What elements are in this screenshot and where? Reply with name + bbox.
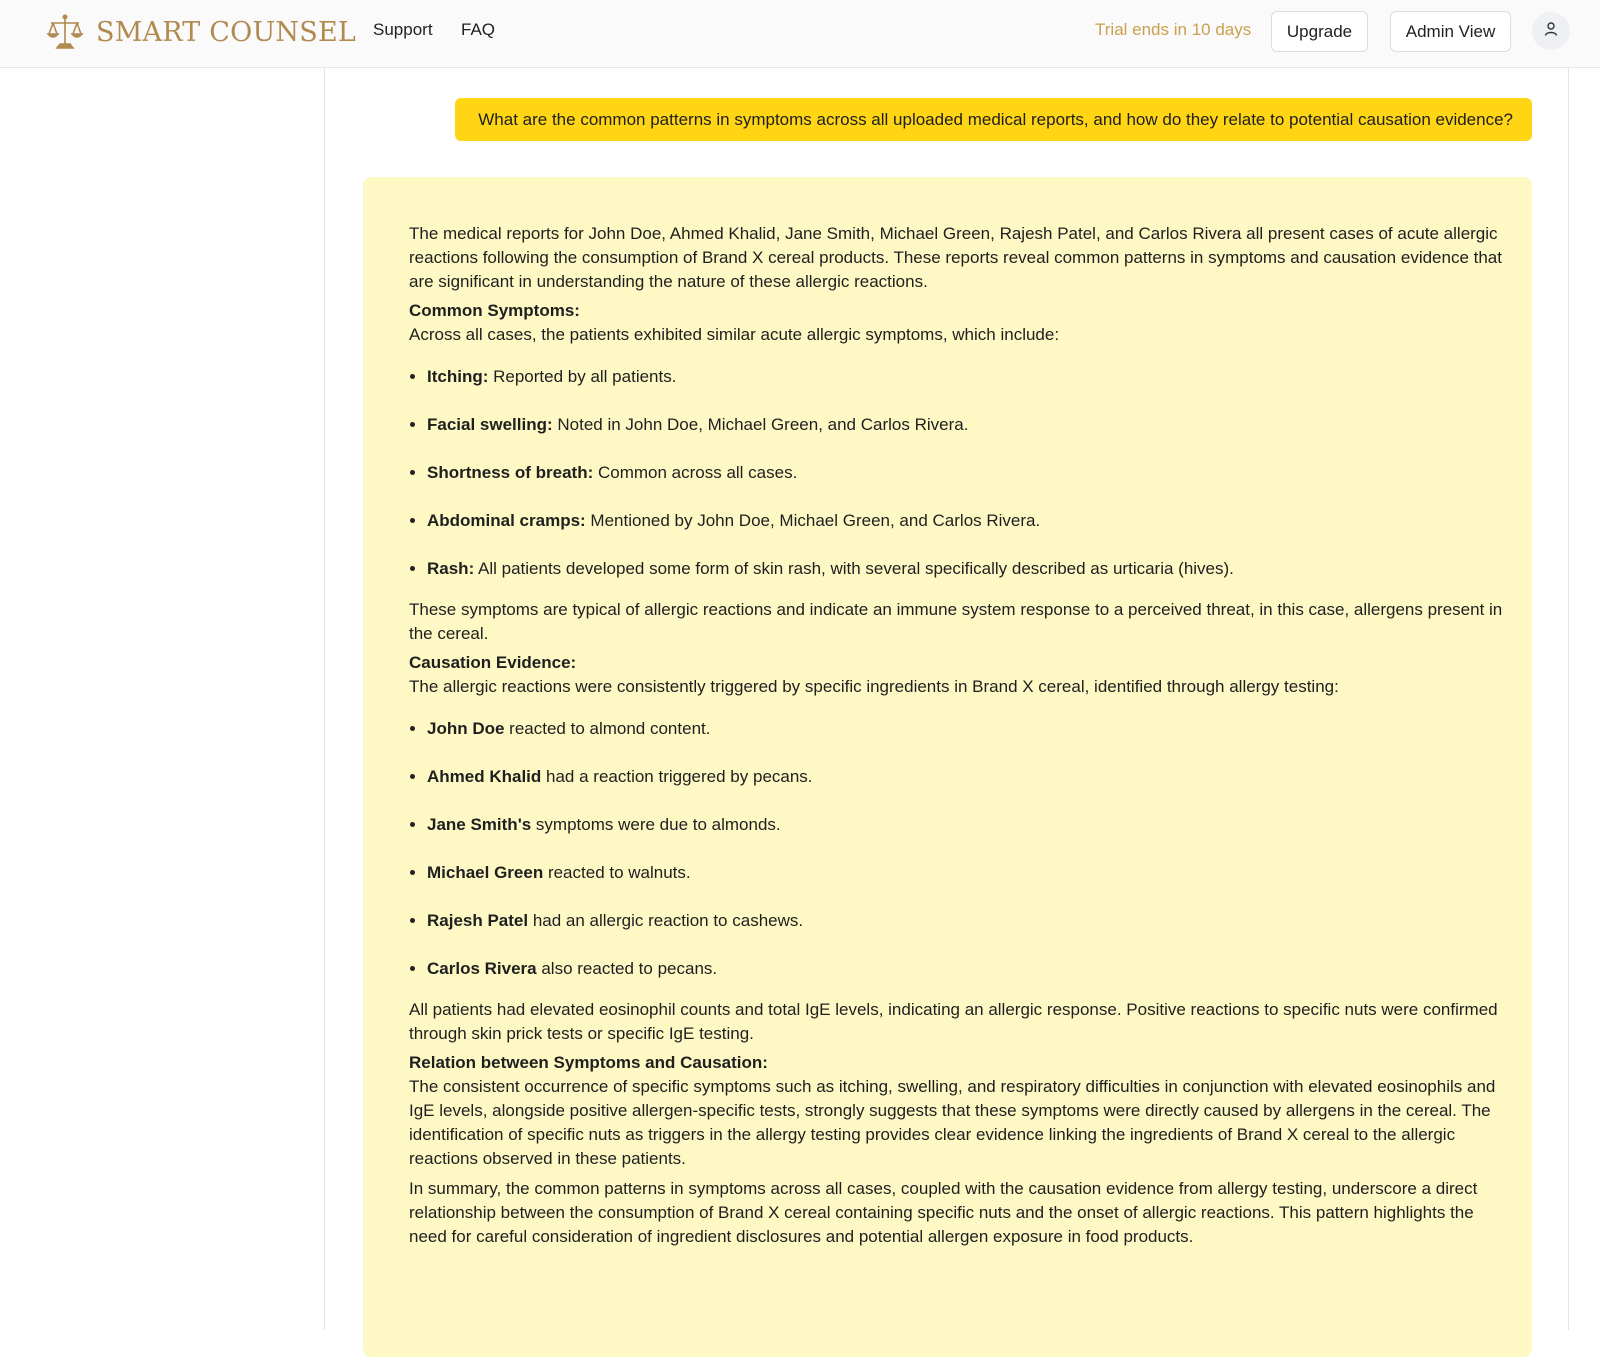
- list-item: • Ahmed Khalid had a reaction triggered by pecans.: [427, 765, 1514, 789]
- scales-of-justice-icon: [46, 12, 84, 52]
- symptoms-summary: These symptoms are typical of allergic reactions and indicate an immune system response to a perceived threat, in this case, allergens present in the cereal.: [409, 600, 1503, 643]
- causation-list: [409, 717, 1514, 981]
- causation-heading: Causation Evidence:: [409, 653, 577, 672]
- list-item: • Jane Smith's symptoms were due to almonds.: [427, 813, 1514, 837]
- relation-text: The consistent occurrence of specific symptoms such as itching, swelling, and respiratory difficulties in conjunction with elevated eosinophils and IgE levels, alongside positive allergen-specific tests, strongly suggests that these symptoms were directly caused by allergens in the cereal. The identification of specific nuts as triggers in the allergy testing provides clear evidence linking the ingredients of Brand X cereal to the allergic reactions observed in these patients.: [409, 1077, 1496, 1168]
- user-question-bubble: What are the common patterns in symptoms across all uploaded medical reports, and how do they relate to potential causation evidence?: [455, 98, 1532, 141]
- list-item: • Shortness of breath: Common across all cases.: [427, 461, 1514, 485]
- brand-name: SMART COUNSEL: [96, 16, 356, 48]
- nav-faq-link[interactable]: FAQ: [461, 20, 496, 39]
- left-sidebar: [0, 68, 325, 1330]
- user-icon: [1543, 21, 1559, 42]
- upgrade-button[interactable]: Upgrade: [1271, 11, 1368, 52]
- admin-view-button[interactable]: Admin View: [1390, 11, 1511, 52]
- top-header: [0, 0, 1600, 68]
- list-item: • Rajesh Patel had an allergic reaction to cashews.: [427, 909, 1514, 933]
- list-item: • John Doe reacted to almond content.: [427, 717, 1514, 741]
- answer-intro: The medical reports for John Doe, Ahmed Khalid, Jane Smith, Michael Green, Rajesh Patel, and Carlos Rivera all present cases of acute allergic reactions following the consumption of Brand X cereal products. These reports reveal common patterns in symptoms and causation evidence that are significant in understanding the nature of these allergic reactions.: [409, 224, 1502, 291]
- list-item: • Rash: All patients developed some form of skin rash, with several specifically described as urticaria (hives).: [427, 557, 1514, 581]
- answer-conclusion: In summary, the common patterns in symptoms across all cases, coupled with the causation evidence from allergy testing, underscore a direct relationship between the consumption of Brand X cereal containing specific nuts and the onset of allergic reactions. This pattern highlights the need for careful consideration of ingredient disclosures and potential allergen exposure in food products.: [409, 1179, 1478, 1246]
- causation-summary: All patients had elevated eosinophil counts and total IgE levels, indicating an allergic response. Positive reactions to specific nuts were confirmed through skin prick tests or specific IgE testing.: [409, 1000, 1498, 1043]
- symptoms-intro: Across all cases, the patients exhibited similar acute allergic symptoms, which include:: [409, 325, 1060, 344]
- content-divider: [1568, 68, 1569, 1330]
- causation-intro: The allergic reactions were consistently triggered by specific ingredients in Brand X cereal, identified through allergy testing:: [409, 677, 1339, 696]
- symptoms-list: [409, 365, 1514, 581]
- list-item: • Itching: Reported by all patients.: [427, 365, 1514, 389]
- user-avatar-button[interactable]: [1532, 12, 1570, 50]
- list-item: • Michael Green reacted to walnuts.: [427, 861, 1514, 885]
- trial-status-text: Trial ends in 10 days: [1095, 20, 1252, 39]
- list-item: • Abdominal cramps: Mentioned by John Doe, Michael Green, and Carlos Rivera.: [427, 509, 1514, 533]
- list-item: • Carlos Rivera also reacted to pecans.: [427, 957, 1514, 981]
- brand-logo[interactable]: [46, 12, 356, 52]
- relation-heading: Relation between Symptoms and Causation:: [409, 1053, 768, 1072]
- symptoms-heading: Common Symptoms:: [409, 301, 580, 320]
- assistant-answer-card: [363, 177, 1532, 1357]
- nav-support-link[interactable]: Support: [373, 20, 433, 39]
- list-item: • Facial swelling: Noted in John Doe, Michael Green, and Carlos Rivera.: [427, 413, 1514, 437]
